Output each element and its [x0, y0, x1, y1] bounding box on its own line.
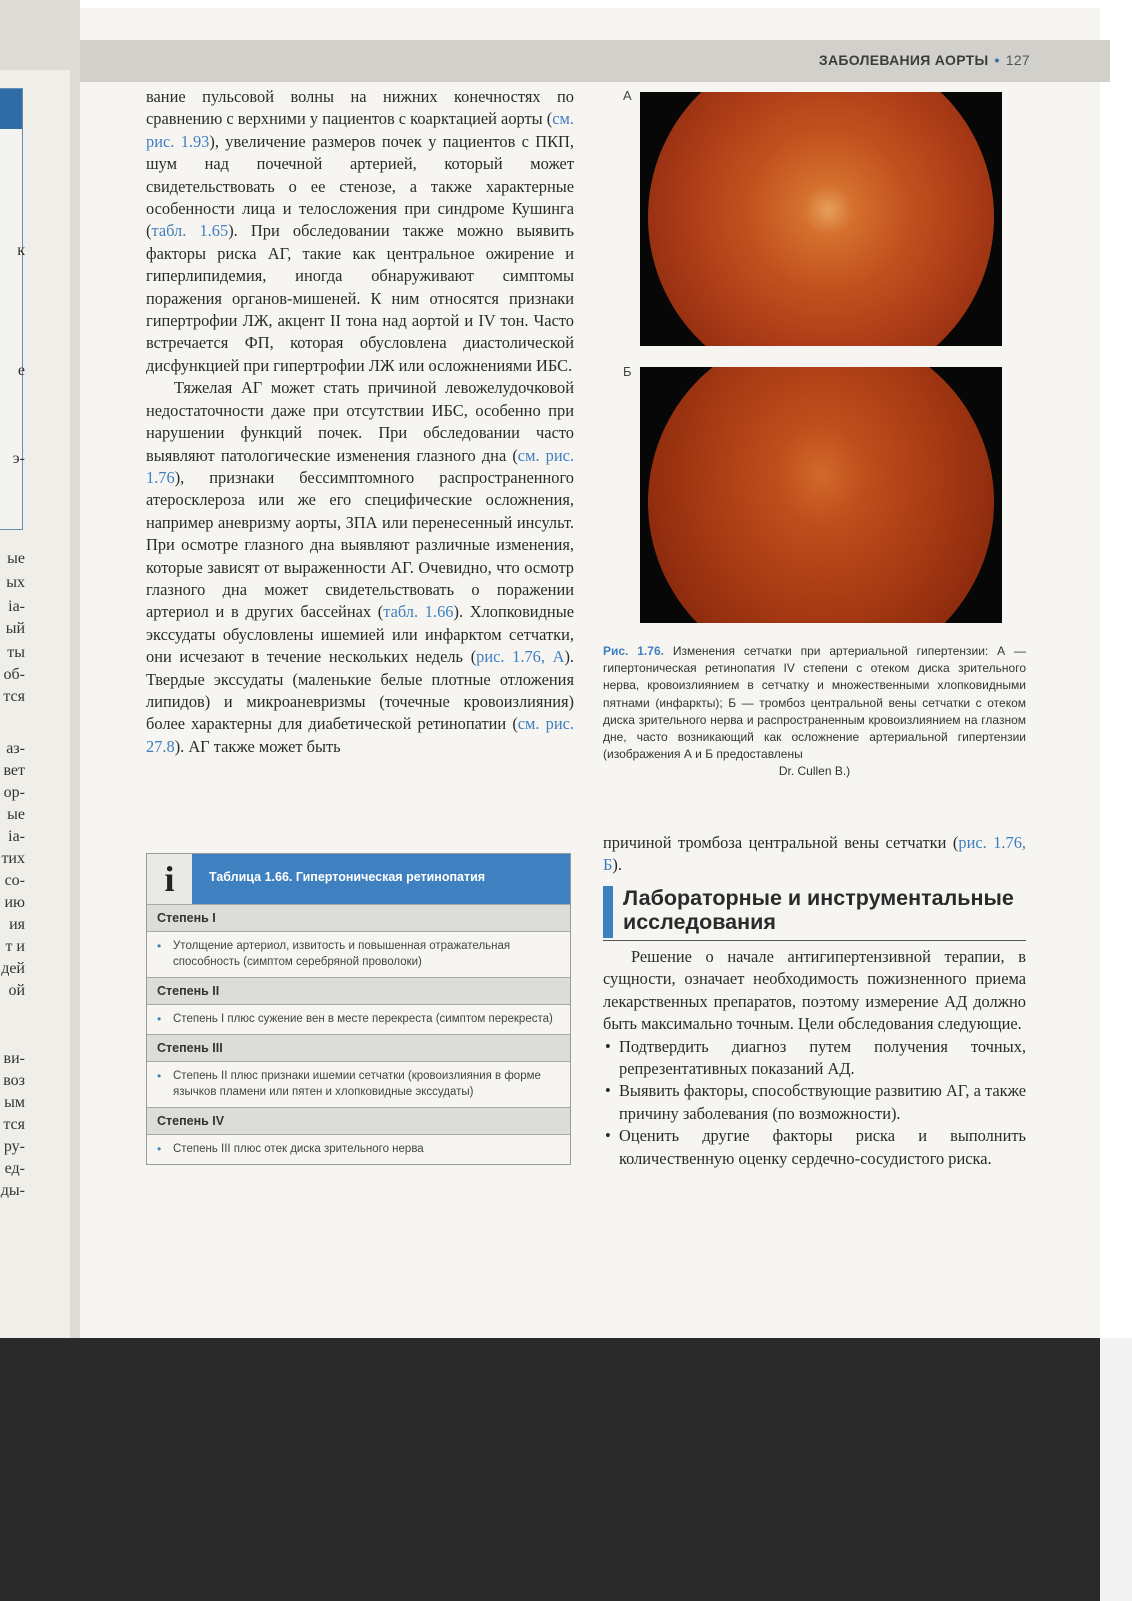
list-item: • Оценить другие факторы риска и выполнить количественную оценку сердечно-сосудистого риска.	[603, 1125, 1026, 1170]
scan-background-right	[1100, 1338, 1132, 1601]
margin-fragment: дей	[1, 960, 25, 977]
caption-label: Рис. 1.76.	[603, 644, 664, 658]
margin-fragment: воз	[3, 1072, 25, 1089]
paragraph-text: ). Хлопковидные экссудаты обусловлены ишемией или инфарктом сетчатки, они исчезают в течение нескольких недель (	[146, 602, 574, 667]
margin-fragment: об-	[3, 666, 25, 683]
bullet-icon: •	[157, 1142, 162, 1156]
chapter-title: ЗАБОЛЕВАНИЯ АОРТЫ	[818, 52, 989, 68]
list-item: • Подтвердить диагноз путем получения точных, репрезентативных показаний АД.	[603, 1036, 1026, 1081]
table-body	[147, 904, 570, 1164]
cross-reference-link[interactable]: см. рис. 1.76	[146, 445, 574, 487]
retina-b	[648, 367, 994, 623]
cross-reference-link[interactable]: рис. 1.76, А	[476, 647, 565, 667]
margin-fragment: тих	[1, 850, 25, 867]
header-separator: •	[994, 52, 1000, 68]
fundus-photo-a	[640, 92, 1002, 346]
retina-a	[648, 92, 994, 346]
margin-fragment: тся	[3, 1116, 25, 1133]
table-desc-text: Утолщение артериол, извитость и повышенная отражательная способность (симптом серебряной проволоки)	[173, 940, 511, 968]
margin-fragment: т и	[5, 938, 25, 955]
bullet-icon: •	[157, 939, 162, 953]
margin-fragment: ых	[6, 574, 25, 591]
page-number: 127	[1005, 52, 1030, 68]
margin-fragment: со-	[4, 872, 25, 889]
paragraph-text: ), увеличение размеров почек у пациентов с ПКП, шум над почечной артерией, который может свидетельствовать о ее стенозе, а также характерные особенности лица и телосложения при синдроме Кушинга (	[146, 131, 574, 241]
margin-fragment: к	[17, 242, 25, 259]
paragraph-text: ). Твердые экссудаты (маленькие белые плотные отложения липидов) и микроаневризмы (точечные кровоизлияния) более характерны для диабетической ретинопатии (	[146, 647, 574, 734]
cross-reference-link[interactable]: табл. 1.66	[383, 602, 454, 622]
margin-fragment: ым	[4, 1094, 25, 1111]
paragraph-text: Тяжелая АГ может стать причиной левожелудочковой недостаточности даже при отсутствии ИБС, особенно при нарушении функций почек. При обследовании часто выявляют патологические изменения глазного дна (	[146, 378, 574, 465]
continued-text-end: ).	[612, 855, 622, 875]
bullet-icon: •	[157, 1069, 162, 1083]
continued-text	[603, 832, 1026, 877]
continued-text-start: причиной тромбоза центральной вены сетчатки (	[603, 833, 959, 852]
table-desc-text: Степень II плюс признаки ишемии сетчатки (кровоизлияния в форме язычков пламени или пятен и хлопковидные экссудаты)	[173, 1070, 541, 1098]
figure-caption	[603, 643, 1026, 781]
header-title	[819, 52, 1030, 68]
paragraph-text: ). При обследовании также можно выявить факторы риска АГ, такие как центральное ожирение и гиперлипидемия, иногда обнаруживают симптомы поражения органов-мишеней. К ним относятся признаки гипертрофии ЛЖ, акцент II тона над аортой и IV тон. Часто встречается ФП, которая обусловлена диастолической дисфункцией при гипертрофии ЛЖ или осложнениями ИБС.	[146, 221, 574, 375]
table-desc-text: Степень I плюс сужение вен в месте перекреста (симптом перекреста)	[173, 1013, 553, 1025]
paragraph-text: ). АГ также может быть	[174, 736, 341, 756]
margin-fragment: ый	[5, 620, 25, 637]
scan-right-margin	[1100, 0, 1132, 1340]
caption-text: Изменения сетчатки при артериальной гипертензии: А — гипертоническая ретинопатия IV степени с отеком диска зрительного нерва, кровоизлиянием в сетчатку и множественными хлопковидными пятнами (инфаркты); Б — тромбоз центральной вены сетчатки с отеком диска зрительного нерва и распространенным кровоизлиянием на глазном дне, часто возникающий как осложнение артериальной гипертензии (изображения А и Б предоставлены	[603, 644, 1026, 762]
text-column-left	[146, 86, 574, 758]
scan-background	[0, 1338, 1132, 1601]
bullet-icon: •	[157, 1012, 162, 1026]
table-grade-row: Степень I	[147, 904, 570, 931]
margin-fragment: ед-	[4, 1160, 25, 1177]
margin-fragment: е	[17, 362, 25, 379]
margin-fragment: ды-	[0, 1182, 25, 1199]
table-desc-row	[147, 1134, 570, 1164]
margin-fragment: ой	[8, 982, 25, 999]
table-grade-row: Степень III	[147, 1034, 570, 1061]
table-desc-row	[147, 1004, 570, 1034]
figure-label-b: Б	[623, 364, 632, 379]
goals-list	[603, 1036, 1026, 1170]
table-hypertensive-retinopathy	[146, 853, 571, 1165]
table-desc-row	[147, 931, 570, 977]
margin-fragment: ор-	[3, 784, 25, 801]
section-rule	[603, 940, 1026, 941]
margin-fragment: ые	[7, 550, 25, 567]
caption-credit: Dr. Cullen B.)	[778, 764, 851, 779]
figure-reference-link[interactable]: рис. 1.76, Б	[603, 833, 1026, 875]
list-item: • Выявить факторы, способствующие развитию АГ, а также причину заболевания (по возможности).	[603, 1080, 1026, 1125]
margin-fragment: іа-	[8, 598, 25, 615]
fundus-photo-b	[640, 367, 1002, 623]
cross-reference-link[interactable]: табл. 1.65	[151, 221, 229, 241]
figure-label-a: А	[623, 88, 632, 103]
margin-fragment: тся	[3, 688, 25, 705]
table-header	[147, 854, 570, 904]
margin-fragment: ви-	[3, 1050, 25, 1067]
info-icon: i	[147, 854, 192, 904]
paragraph-2	[146, 377, 574, 758]
cross-reference-link[interactable]: см. рис. 1.93	[146, 109, 574, 151]
margin-fragment: ты	[7, 644, 25, 661]
table-grade-row: Степень II	[147, 977, 570, 1004]
paragraph-1	[146, 86, 574, 377]
paragraph-text: вание пульсовой волны на нижних конечностях по сравнению с верхними у пациентов с коарктацией аорты (	[146, 87, 574, 129]
table-grade-row: Степень IV	[147, 1107, 570, 1134]
previous-page-box-header	[0, 89, 22, 129]
running-header	[80, 40, 1110, 82]
cross-reference-link[interactable]: см. рис. 27.8	[146, 714, 574, 756]
table-desc-text: Степень III плюс отек диска зрительного нерва	[173, 1143, 424, 1155]
margin-fragment: ия	[9, 916, 25, 933]
margin-fragment: ые	[7, 806, 25, 823]
text-column-right	[603, 946, 1026, 1170]
paragraph-text: ), признаки бессимптомного распространенного атеросклероза или же его специфические осложнения, например аневризму аорты, ЗПА или перенесенный инсульт. При осмотре глазного дна выявляют различные изменения, которые зависят от выраженности АГ. Очевидно, что осмотр глазного дна может свидетельствовать о поражении артериол и в других бассейнах (	[146, 467, 574, 622]
margin-fragment: аз-	[6, 740, 25, 757]
table-title: Таблица 1.66. Гипертоническая ретинопатия	[209, 870, 486, 884]
table-desc-row	[147, 1061, 570, 1107]
margin-fragment: вет	[3, 762, 25, 779]
section-title: Лабораторные и инструментальные исследования	[623, 886, 1014, 934]
intro-paragraph: Решение о начале антигипертензивной терапии, в сущности, означает необходимость пожизненного приема лекарственных препаратов, поэтому измерение АД должно быть максимально точным. Цели обследования следующие.	[603, 947, 1026, 1034]
margin-fragment: ру-	[3, 1138, 25, 1155]
margin-fragment: э-	[12, 450, 25, 467]
section-bar	[603, 886, 613, 938]
margin-fragment: іа-	[8, 828, 25, 845]
margin-fragment: ию	[4, 894, 25, 911]
